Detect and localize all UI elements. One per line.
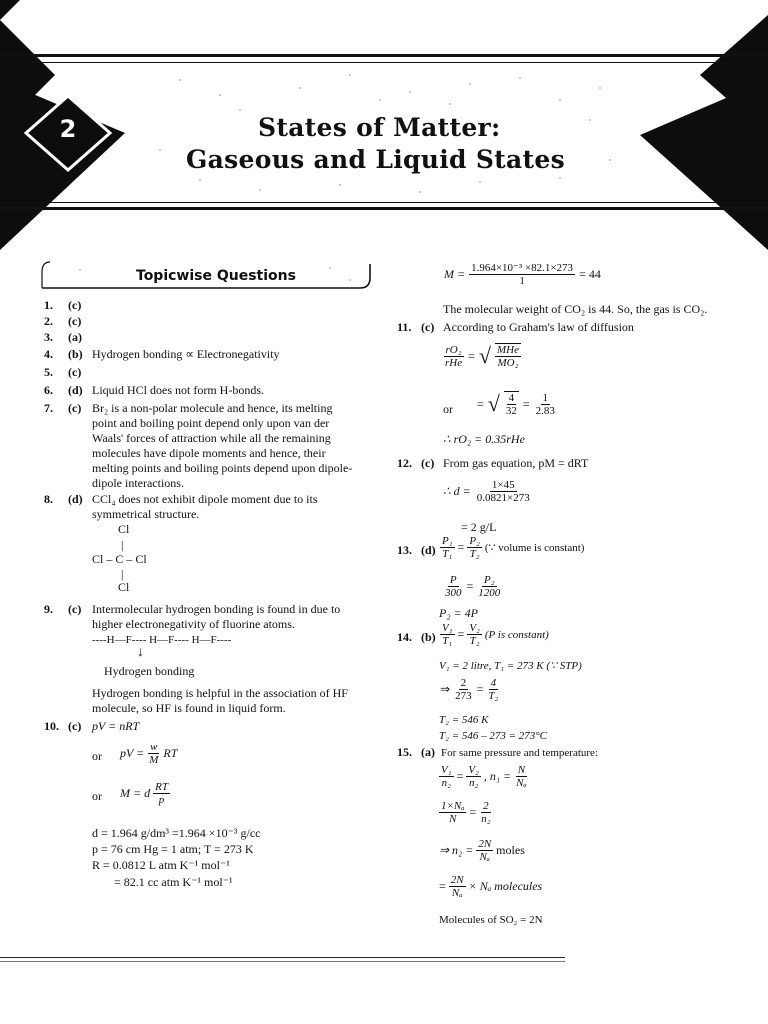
question-number: 3. xyxy=(44,330,53,344)
answer-option: (b) xyxy=(68,347,83,361)
answer-option: (a) xyxy=(421,745,435,759)
fraction-numerator: V₂ xyxy=(468,764,479,776)
ratio-equation xyxy=(477,391,557,417)
result-text: P₂ = 4P xyxy=(439,606,478,620)
fraction-denominator: Nₐ xyxy=(451,887,463,899)
or-label: or xyxy=(92,789,102,803)
or-label: or xyxy=(92,749,102,763)
answer-text: dipole interactions. xyxy=(92,476,184,490)
question-number: 1. xyxy=(44,298,53,312)
sqrt-icon: √ xyxy=(478,343,491,368)
fraction-denominator: T₂ xyxy=(469,548,480,560)
fraction-numerator: V₂ xyxy=(469,622,480,634)
equation-result: = 44 xyxy=(579,267,601,281)
question-number: 15. xyxy=(397,745,412,759)
answer-option: (c) xyxy=(68,602,82,616)
answer-text: Intermolecular hydrogen bonding is found in due to xyxy=(92,602,341,616)
fraction-denominator: 300 xyxy=(445,587,462,599)
fraction-numerator: 1×45 xyxy=(491,479,515,491)
answer-option: (d) xyxy=(68,492,83,506)
answer-option: (d) xyxy=(68,383,83,397)
implies-icon: ⇒ xyxy=(440,682,451,696)
question-number: 4. xyxy=(44,347,53,361)
given-value: d = 1.964 g/dm³ =1.964 ×10⁻³ g/cc xyxy=(92,826,261,840)
down-arrow-icon: ↓ xyxy=(137,645,144,660)
answer-text: Waals' forces of attraction while all the remaining xyxy=(92,431,331,445)
hydrogen-bonding-label: Hydrogen bonding xyxy=(104,664,195,678)
fraction-numerator: MHe xyxy=(496,344,519,356)
fraction-denominator: T₁ xyxy=(442,635,453,647)
answer-text: melting points and boiling points depend upon dipole- xyxy=(92,461,353,475)
equation-lhs: ∴ d = xyxy=(443,484,471,498)
question-number: 6. xyxy=(44,383,53,397)
footer-rule-thin xyxy=(0,961,565,962)
chapter-title-line1: States of Matter: xyxy=(258,113,501,142)
answer-option: (c) xyxy=(421,320,435,334)
equation xyxy=(120,741,177,766)
chapter-number: 2 xyxy=(59,115,77,143)
result-text: ∴ rO₂ = 0.35rHe xyxy=(443,432,525,446)
fraction-numerator: 2 xyxy=(460,677,467,689)
given-value: R = 0.0812 L atm K⁻¹ mol⁻¹ xyxy=(92,858,230,872)
question-number: 13. xyxy=(397,543,412,557)
equals-sign: = xyxy=(522,396,530,411)
fraction-numerator: 4 xyxy=(508,392,515,404)
fraction-denominator: 0.0821×273 xyxy=(476,492,530,504)
answer-option: (c) xyxy=(68,298,82,312)
unit-label: × Nₐ molecules xyxy=(468,879,543,893)
note-text: (P is constant) xyxy=(484,628,549,641)
equals-sign: = xyxy=(468,348,475,363)
equation-rhs: RT xyxy=(163,746,178,760)
fraction-denominator: 1200 xyxy=(478,587,501,599)
structure-atom: Cl – C – Cl xyxy=(92,552,147,566)
given-value: = 82.1 cc atm K⁻¹ mol⁻¹ xyxy=(114,875,233,889)
answer-text: Hydrogen bonding is helpful in the association of HF xyxy=(92,686,348,700)
footer-rule xyxy=(0,957,565,958)
answer-text: Hydrogen bonding ∝ Electronegativity xyxy=(92,347,280,361)
equation-lhs: pV = xyxy=(120,746,145,760)
result-text: = 2 g/L xyxy=(461,520,497,534)
fraction-numerator: V₁ xyxy=(441,764,452,776)
equation-lhs: M = d xyxy=(120,786,151,800)
question-number: 12. xyxy=(397,456,412,470)
equation-lhs: ⇒ n₂ = xyxy=(439,843,474,857)
given-value: V₁ = 2 litre, T₁ = 273 K (∵ STP) xyxy=(439,660,582,672)
answer-text: molecules have dipole moments and hence, their xyxy=(92,446,326,460)
fraction-numerator: 1.964×10⁻³ ×82.1×273 xyxy=(471,262,574,274)
question-number: 7. xyxy=(44,401,53,415)
structure-atom: Cl xyxy=(118,522,130,536)
fraction-denominator: Nₐ xyxy=(479,851,491,863)
section-title: Topicwise Questions xyxy=(136,268,296,284)
answer-option: (a) xyxy=(68,330,82,344)
fraction-denominator: 2.83 xyxy=(535,404,555,417)
question-number: 5. xyxy=(44,365,53,379)
fraction-numerator: rO₂ xyxy=(445,343,462,356)
note-text: (∵ volume is constant) xyxy=(484,542,585,554)
chapter-title-line2: Gaseous and Liquid States xyxy=(186,145,565,174)
equals-sign: = xyxy=(477,396,484,411)
answer-option: (c) xyxy=(68,314,82,328)
answer-text: higher electronegativity of fluorine atoms. xyxy=(92,617,295,631)
question-number: 8. xyxy=(44,492,53,506)
equation: pV = nRT xyxy=(92,719,140,733)
molecules-equation xyxy=(439,874,542,899)
fraction-numerator: 1 xyxy=(542,391,549,404)
equation-text: , n₁ = xyxy=(483,769,512,783)
avogadro-equation: $\frac{\text{V₁}}{\text{n₂}}$ = $\frac{\text{V₂}}{\text{n₂}}$ , n₁ = $\frac{N}{\text{Nₐ}}$ xyxy=(441,764,527,789)
fraction-numerator: 4 xyxy=(490,677,497,689)
density-equation xyxy=(443,479,532,504)
substituted-equation: $\frac{\text{1×Nₐ}}{N}$ = $\frac{2}{\text{n₂}}$ xyxy=(441,800,491,825)
answer-text: According to Graham's law of diffusion xyxy=(443,320,634,334)
fraction-numerator: P₁ xyxy=(442,535,453,547)
structure-atom: Cl xyxy=(118,580,130,594)
fraction-denominator: T₂ xyxy=(488,690,499,702)
moles-equation xyxy=(439,838,525,863)
fraction-numerator: P₂ xyxy=(469,535,480,547)
structure-bond: | xyxy=(121,538,124,552)
result-text: T₂ = 546 K xyxy=(439,714,489,726)
volume-temp-equation: $\frac{\text{V₁}}{\text{T₁}}$ = $\frac{\text{V₂}}{\text{T₂}}$ (P is constant) xyxy=(442,622,549,647)
fraction-numerator: 2N xyxy=(450,874,464,886)
answer-text: point and boiling point depend only upon van der xyxy=(92,416,330,430)
answer-option: (c) xyxy=(68,719,82,733)
fraction-denominator: T₁ xyxy=(442,548,453,560)
fraction-denominator: Nₐ xyxy=(516,777,527,789)
fraction-denominator: 273 xyxy=(455,690,472,702)
fraction-denominator: p xyxy=(158,794,165,806)
substituted-equation: ⇒ $\frac{2}{273}$ = $\frac{4}{\text{T₂}}$ xyxy=(440,677,499,702)
fraction-denominator: MO₂ xyxy=(497,357,519,369)
sqrt-icon: √ xyxy=(487,391,500,416)
fraction-numerator: 1×Nₐ xyxy=(441,800,465,812)
fraction-denominator: M xyxy=(149,754,159,766)
answer-option: (c) xyxy=(68,365,82,379)
or-label: or xyxy=(443,402,453,416)
fraction-denominator: N xyxy=(449,813,457,825)
pressure-temp-equation: $\frac{\text{P₁}}{\text{T₁}}$ = $\frac{\text{P₂}}{\text{T₂}}$ (∵ volume is constant) xyxy=(442,535,585,560)
answer-option: (c) xyxy=(421,456,435,470)
answer-text: From gas equation, pM = dRT xyxy=(443,456,589,470)
fraction-numerator: V₁ xyxy=(442,622,453,634)
fraction-denominator: rHe xyxy=(445,356,463,369)
answer-text: Liquid HCl does not form H-bonds. xyxy=(92,383,264,397)
question-number: 10. xyxy=(44,719,59,733)
equation xyxy=(120,781,170,806)
equation-lhs: M = xyxy=(444,267,466,281)
fraction-denominator: n₂ xyxy=(468,777,479,789)
fraction-numerator: P₂ xyxy=(484,574,495,586)
fraction-denominator: T₂ xyxy=(469,635,480,647)
substituted-equation: $\frac{P}{300}$ = $\frac{\text{P₂}}{1200}$ xyxy=(445,574,501,599)
answer-text: For same pressure and temperature: xyxy=(441,747,598,759)
molar-mass-equation xyxy=(444,262,601,287)
fraction-denominator: 32 xyxy=(505,405,517,417)
fraction-numerator: 2N xyxy=(478,838,492,850)
grahams-law-equation xyxy=(443,343,521,369)
fraction-denominator: n₂ xyxy=(481,813,491,825)
answer-text: molecule, so HF is found in liquid form. xyxy=(92,701,286,715)
unit-label: moles xyxy=(496,843,525,857)
conclusion-text: The molecular weight of CO₂ is 44. So, the gas is CO₂. xyxy=(443,302,708,316)
result-text: T₂ = 546 – 273 = 273°C xyxy=(439,730,548,742)
structure-bond: | xyxy=(121,567,124,581)
result-text: Molecules of SO₂ = 2N xyxy=(439,914,543,926)
answer-option: (c) xyxy=(68,401,82,415)
answer-option: (d) xyxy=(421,543,436,557)
question-number: 14. xyxy=(397,630,412,644)
fraction-denominator: n₂ xyxy=(441,777,451,789)
fraction-numerator: w xyxy=(150,741,158,753)
fraction-numerator: P xyxy=(449,574,457,586)
question-number: 9. xyxy=(44,602,53,616)
given-value: p = 76 cm Hg = 1 atm; T = 273 K xyxy=(92,842,254,856)
answer-text: CCl₄ does not exhibit dipole moment due to its xyxy=(92,492,318,506)
fraction-numerator: N xyxy=(517,764,526,776)
answer-option: (b) xyxy=(421,630,436,644)
hf-chain: ----H—F---- H—F---- H—F---- xyxy=(92,634,232,646)
question-number: 11. xyxy=(397,320,412,334)
equals-sign: = xyxy=(439,879,446,893)
question-number: 2. xyxy=(44,314,53,328)
answer-text: Br₂ is a non-polar molecule and hence, its melting xyxy=(92,401,333,415)
answer-text: symmetrical structure. xyxy=(92,507,200,521)
fraction-numerator: 2 xyxy=(483,800,489,812)
fraction-numerator: RT xyxy=(155,781,168,793)
fraction-denominator: 1 xyxy=(519,275,525,287)
